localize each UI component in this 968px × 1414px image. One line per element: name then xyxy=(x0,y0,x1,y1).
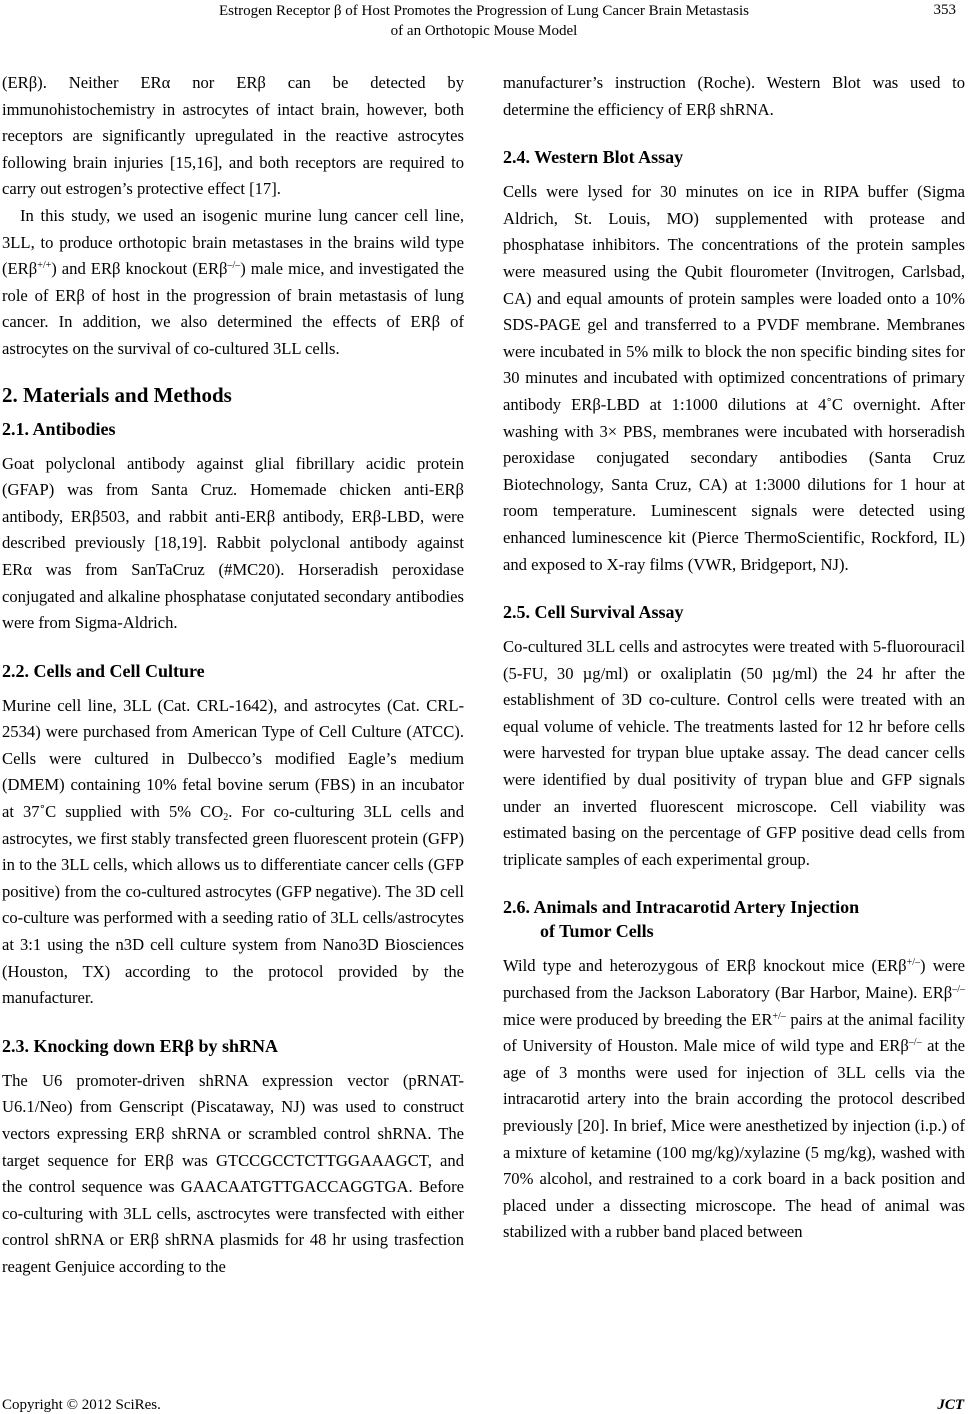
header-title-line2: of an Orthotopic Mouse Model xyxy=(390,23,578,39)
subsection-heading-antibodies: 2.1. Antibodies xyxy=(2,418,116,439)
shrna-paragraph: The U6 promoter-driven shRNA expression vector (pRNAT-U6.1/Neo) from Genscript (Piscataway, NJ) was used to construct vectors expressing ERβ shRNA or scrambled control shRNA. The target sequence for ERβ was GTCCGCCTCTTGGAAAGCT, and the control sequence was GAACAATGTTGACCAGGTGA. Before co-culturing with 3LL cells, asctrocytes were transfected with either control shRNA or ERβ shRNA plasmids for 48 hr using trasfection reagent Genjuice according to the xyxy=(2,1070,464,1276)
header-title-line1: Estrogen Receptor β of Host Promotes the Progression of Lung Cancer Brain Metastasis xyxy=(218,3,750,19)
animals-paragraph: Wild type and heterozygous of ERβ knockout mice (ERβ+/–) were purchased from the Jackson Laboratory (Bar Harbor, Maine). ERβ–/– mice were produced by breeding the ER+/– pairs at the animal facility of University of Houston. Male mice of wild type and ERβ–/– at the age of 3 months were used for injection of 3LL cells via the intracarotid artery into the brain according the protocol described previously [20]. In brief, Mice were anesthetized by injection (i.p.) of a mixture of ketamine (100 mg/kg)/xylazine (5 mg/kg), washed with 70% alcohol, and restrained to a cork board in a back position and placed under a dissecting microscope. The head of animal was stabilized with a rubber band placed between xyxy=(503,956,965,1242)
western-blot-paragraph: Cells were lysed for 30 minutes on ice in RIPA buffer (Sigma Aldrich, St. Louis, MO) supplemented with protease and phosphatase inhibitors. The concentrations of the protein samples were measured using the Qubit flourometer (Invitrogen, Carlsbad, CA) and equal amounts of protein samples were loaded onto a 10% SDS-PAGE gel and transferred to a PVDF membrane. Membranes were incubated in 5% milk to block the non specific binding sites for 30 minutes and incubated with optimized concentrations of primary antibody ERβ-LBD at 1:1000 dilutions at 4˚C overnight. After washing with 3× PBS, membranes were incubated with horseradish peroxidase conjugated secondary antibodies (Santa Cruz Biotechnology, Santa Cruz, CA) at 1:3000 dilutions for 1 hour at room temperature. Luminescent signals were detected using enhanced luminescence kit (Pierce ThermoScientific, Rockford, IL) and exposed to X-ray films (VWR, Bridgeport, NJ). xyxy=(503,182,965,574)
shrna-paragraph-continued: manufacturer’s instruction (Roche). Western Blot was used to determine the efficiency of ERβ shRNA. xyxy=(503,73,965,119)
section-heading-materials-methods: 2. Materials and Methods xyxy=(2,382,232,407)
running-header xyxy=(0,0,968,41)
page-number: 353 xyxy=(933,2,956,18)
cell-survival-paragraph: Co-cultured 3LL cells and astrocytes were treated with 5-fluorouracil (5-FU, 30 µg/ml) or oxaliplatin (50 µg/ml) the 24 hr after the establishment of 3D co-culture. Control cells were treated with an equal volume of vehicle. The treatments lasted for 12 hr before cells were harvested for trypan blue uptake assay. The dead cancer cells were identified by dual positivity of trypan blue and GFP signals under an inverted fluorescent microscope. Cell viability was estimated basing on the percentage of GFP positive dead cells from triplicate samples of each experimental group. xyxy=(503,637,965,869)
antibodies-paragraph: Goat polyclonal antibody against glial fibrillary acidic protein (GFAP) was from Santa Cruz. Homemade chicken anti-ERβ antibody, ERβ503, and rabbit anti-ERβ antibody, ERβ-LBD, were described previously [18,19]. Rabbit polyclonal antibody against ERα was from SanTaCruz (#MC20). Horseradish peroxidase conjugated and alkaline phosphatase conjutated secondary antibodies were from Sigma-Aldrich. xyxy=(2,453,464,633)
copyright-text: Copyright © 2012 SciRes. xyxy=(2,1397,161,1413)
study-paragraph: In this study, we used an isogenic murine lung cancer cell line, 3LL, to produce orthotopic brain metastases in the brains wild type (ERβ+/+) and ERβ knockout (ERβ–/–) male mice, and investigated the role of ERβ of host in the progression of brain metastasis of lung cancer. In addition, we also determined the effects of ERβ of astrocytes on the survival of co-cultured 3LL cells. xyxy=(2,205,464,358)
subsection-heading-cell-survival: 2.5. Cell Survival Assay xyxy=(503,602,684,623)
subsection-heading-western-blot: 2.4. Western Blot Assay xyxy=(503,147,684,168)
subsection-heading-shrna: 2.3. Knocking down ERβ by shRNA xyxy=(2,1035,279,1056)
subsection-heading-animals: 2.6. Animals and Intracarotid Artery Injection of Tumor Cells xyxy=(503,897,860,942)
cells-paragraph: Murine cell line, 3LL (Cat. CRL-1642), and astrocytes (Cat. CRL-2534) were purchased from American Type of Cell Culture (ATCC). Cells were cultured in Dulbecco’s modified Eagle’s medium (DMEM) containing 10% fetal bovine serum (FBS) in an incubator at 37˚C supplied with 5% $CO_2$. For co-culturing 3LL cells and astrocytes, we first stably transfected green fluorescent protein (GFP) in to the 3LL cells, which allows us to differentiate cancer cells (GFP positive) from the co-cultured astrocytes (GFP negative). The 3D cell co-culture was performed with a seeding ratio of 3LL cells/astrocytes at 3:1 using the n3D cell culture system from Nano3D Biosciences (Houston, TX) according to the protocol provided by the manufacturer. xyxy=(2,695,464,1008)
subsection-heading-cells: 2.2. Cells and Cell Culture xyxy=(2,660,205,681)
left-column xyxy=(2,70,464,1281)
right-column xyxy=(503,70,965,1246)
journal-abbreviation: JCT xyxy=(937,1397,964,1413)
intro-paragraph-end: (ERβ). Neither ERα nor ERβ can be detected by immunohistochemistry in astrocytes of intact brain, however, both receptors are significantly upregulated in the reactive astrocytes following brain injuries [15,16], and both receptors are required to carry out estrogen’s protective effect [17]. xyxy=(2,73,464,199)
